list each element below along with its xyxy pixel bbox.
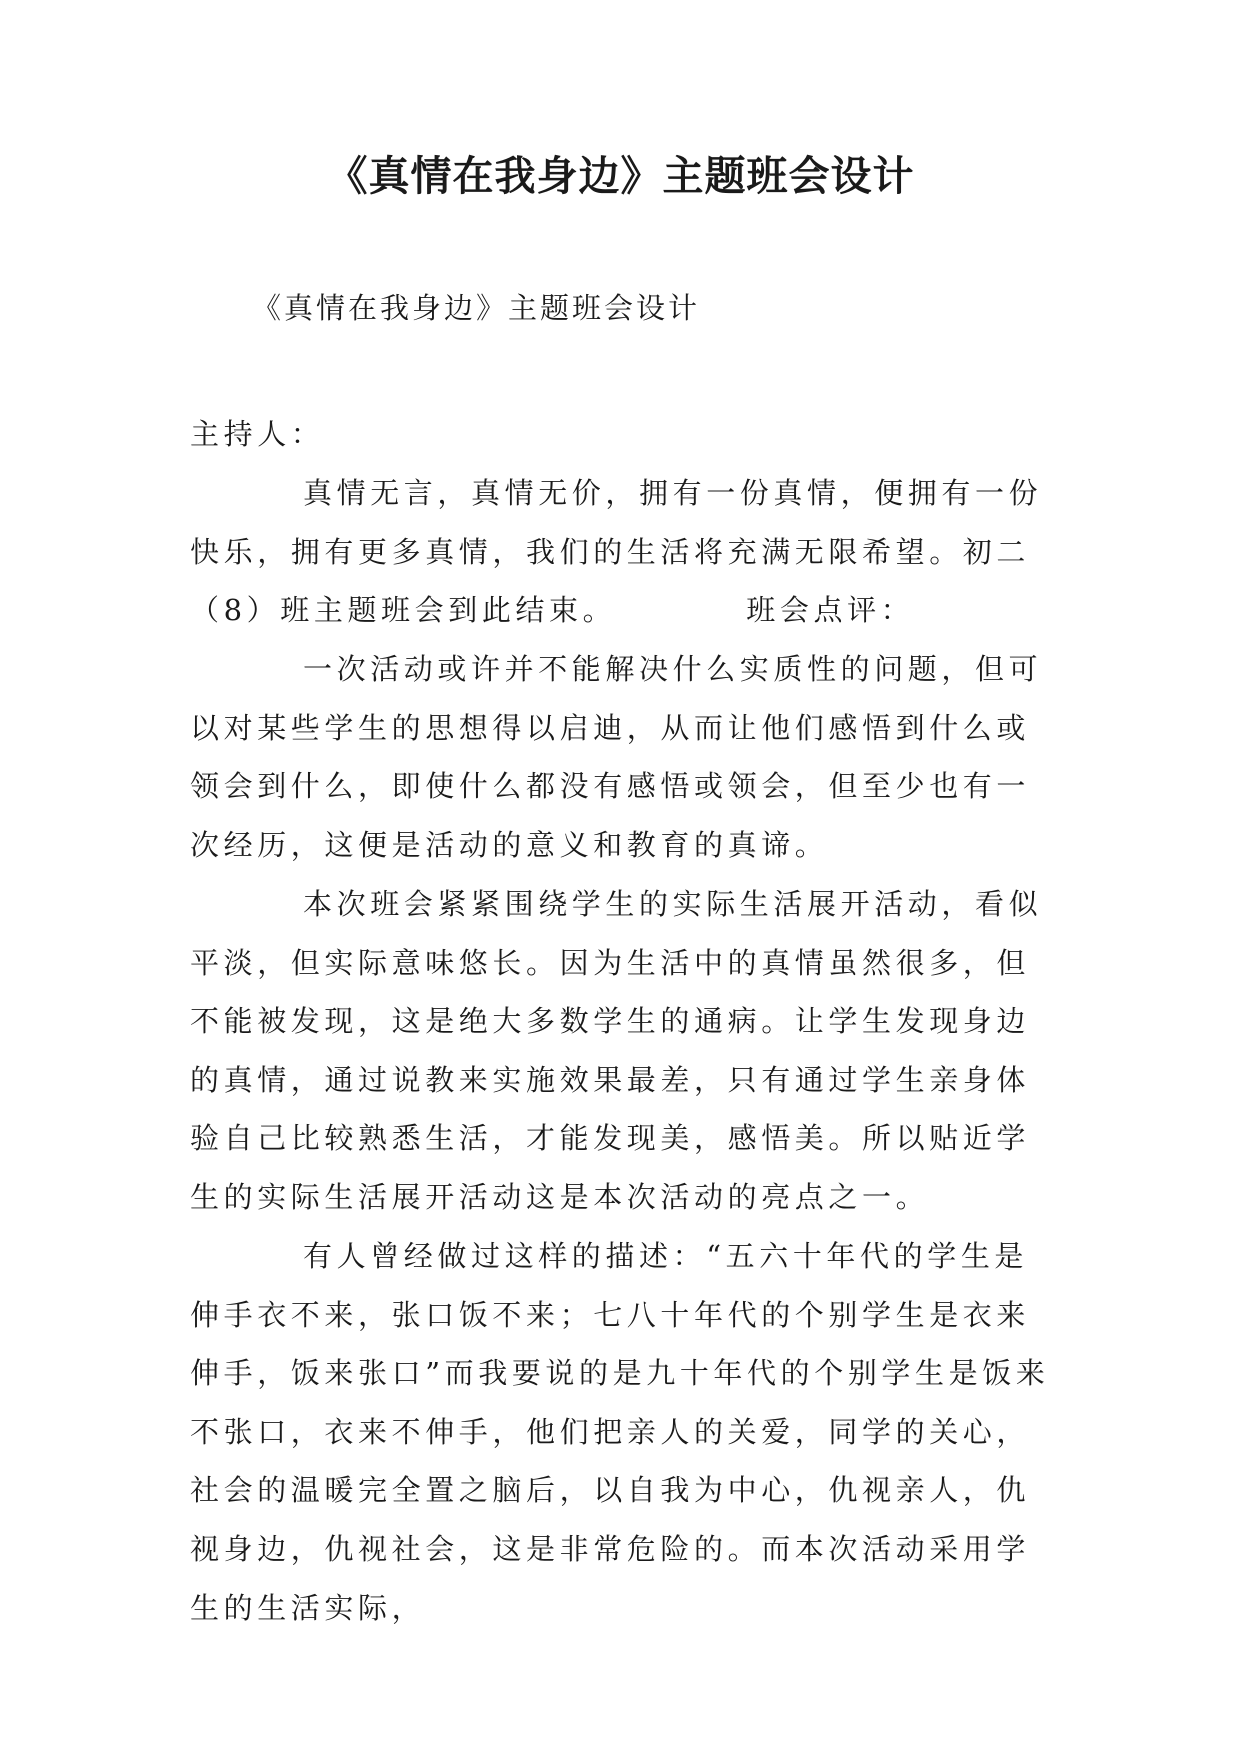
review-paragraph-2: 本次班会紧紧围绕学生的实际生活展开活动，看似平淡，但实际意味悠长。因为生活中的真情虽然很多，但不能被发现，这是绝大多数学生的通病。让学生发现身边的真情，通过说教来实施效果最差，只有通过学生亲身体验自己比较熟悉生活，才能发现美，感悟美。所以贴近学生的实际生活展开活动这是本次活动的亮点之一。	[190, 887, 1043, 1214]
document-subtitle: 《真情在我身边》主题班会设计	[252, 291, 701, 325]
host-label: 主持人：	[190, 417, 325, 451]
closing-paragraph	[190, 464, 1050, 640]
document-title: 《真情在我身边》主题班会设计	[326, 152, 915, 200]
review-paragraph-1: 一次活动或许并不能解决什么实质性的问题，但可以对某些学生的思想得以启迪，从而让他们感悟到什么或领会到什么，即使什么都没有感悟或领会，但至少也有一次经历，这便是活动的意义和教育的真谛。	[190, 652, 1043, 862]
review-paragraph-3: 有人曾经做过这样的描述：“五六十年代的学生是伸手衣不来，张口饭不来；七八十年代的个别学生是衣来伸手，饭来张口”而我要说的是九十年代的个别学生是饭来不张口，衣来不伸手，他们把亲人的关爱，同学的关心，社会的温暖完全置之脑后，以自我为中心，仇视亲人，仇视身边，仇视社会，这是非常危险的。而本次活动采用学生的生活实际，	[190, 1239, 1050, 1625]
closing-text: 真情无言，真情无价，拥有一份真情，便拥有一份快乐，拥有更多真情，我们的生活将充满无限希望。初二（8）班主题班会到此结束。	[190, 476, 1043, 628]
review-label: 班会点评：	[746, 593, 915, 628]
